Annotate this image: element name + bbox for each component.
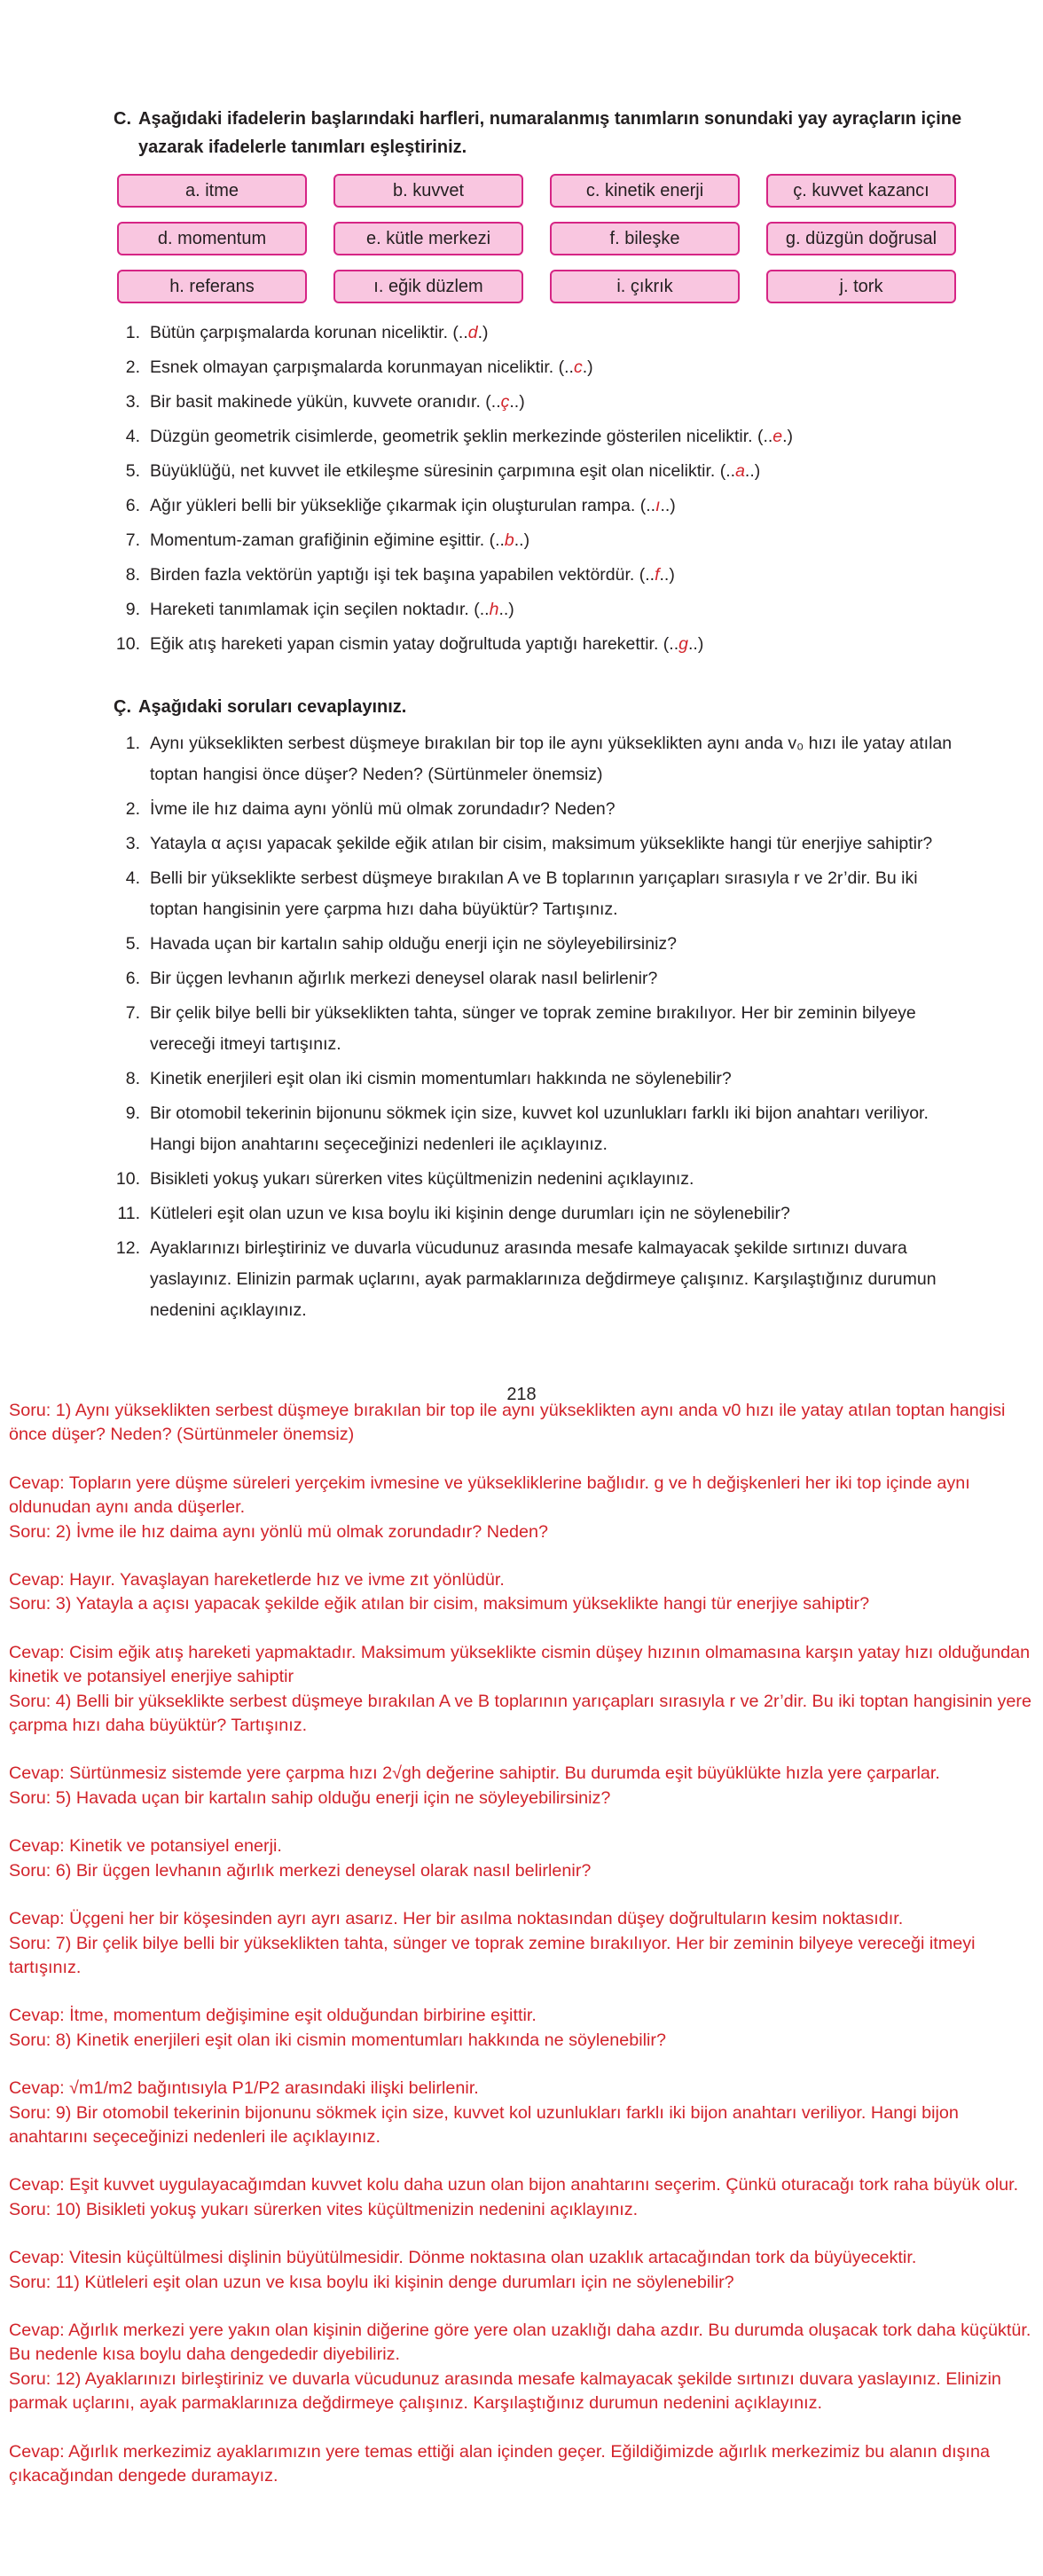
answer-question: Soru: 12) Ayaklarınızı birleştiriniz ve duvarla vücudunuz arasında mesafe kalmayacak şekilde sırtınızı duvara yaslayınız. Elinizin parmak uçlarını, ayak parmaklarınıza değdirmeye çalışınız. Karşılaştığınız durumun nedenini açıklayınız. <box>9 2368 1001 2414</box>
handwritten-answer: f <box>655 565 660 585</box>
answer-question: Soru: 4) Belli bir yükseklikte serbest düşmeye bırakılan A ve B toplarının yarıçapları sırasıyla r ve 2r’dir. Bu iki toptan hangisinin yere çarpma hızı daha büyüktür? Tartışınız. <box>9 1691 1031 1736</box>
item-number: 11. <box>117 1204 140 1223</box>
item-number: 5. <box>125 934 140 954</box>
term-box: g. düzgün doğrusal <box>766 222 956 255</box>
item-number: 4. <box>125 868 140 888</box>
item-text: Düzgün geometrik cisimlerde, geometrik şeklin merkezinde gösterilen niceliktir. (.. <box>150 427 773 446</box>
item-text: Birden fazla vektörün yaptığı işi tek başına yapabilen vektördür. (.. <box>150 565 655 585</box>
question-text: Bir çelik bilye belli bir yükseklikten tahta, sünger ve toprak zemine bırakılıyor. Her bir zeminin bilyeye vereceği itmeyi tartışınız. <box>150 1003 916 1054</box>
matching-item <box>114 523 965 558</box>
question-text: Belli bir yükseklikte serbest düşmeye bırakılan A ve B toplarının yarıçapları sırasıyla r ve 2r’dir. Bu iki toptan hangisinin yere çarpma hızı daha büyüktür? Tartışınız. <box>150 868 918 919</box>
question-text: Bisikleti yokuş yukarı sürerken vites küçültmenizin nedenini açıklayınız. <box>150 1169 694 1189</box>
question-item <box>114 963 965 994</box>
answer-text: Cevap: Eşit kuvvet uygulayacağımdan kuvvet kolu daha uzun olan bijon anahtarını seçerim. Çünkü oturacağı tork raha büyük olur. <box>9 2175 1019 2195</box>
handwritten-answer: g <box>678 634 688 654</box>
answer-text: Cevap: Üçgeni her bir köşesinden ayrı ayrı asarız. Her bir asılma noktasından düşey doğrultuların kesim noktasıdır. <box>9 1909 904 1929</box>
question-item <box>114 1064 965 1095</box>
matching-item <box>114 593 965 627</box>
matching-list <box>114 316 965 662</box>
question-item <box>114 1233 965 1326</box>
question-text: Ayaklarınızı birleştiriniz ve duvarla vücudunuz arasında mesafe kalmayacak şekilde sırtınızı duvara yaslayınız. Elinizin parmak uçlarını, ayak parmaklarınıza değdirmeye çalışınız. Karşılaştığınız durumun nedenini açıklayınız. <box>150 1238 937 1320</box>
item-number: 2. <box>125 357 140 377</box>
section-c-instruction: Aşağıdaki ifadelerin başlarındaki harfleri, numaralanmış tanımların sonundaki yay ayraçların içine yazarak ifadelerle tanımları eşleştiriniz. <box>138 109 962 157</box>
question-text: Kinetik enerjileri eşit olan iki cismin momentumları hakkında ne söylenebilir? <box>150 1069 732 1088</box>
term-box: ı. eğik düzlem <box>333 270 523 303</box>
matching-item <box>114 558 965 593</box>
item-number: 7. <box>125 1003 140 1023</box>
handwritten-answer: h <box>489 600 499 619</box>
question-item <box>114 863 965 925</box>
term-box: b. kuvvet <box>333 174 523 208</box>
item-close: .) <box>477 323 489 342</box>
term-box: ç. kuvvet kazancı <box>766 174 956 208</box>
question-text: Aynı yükseklikten serbest düşmeye bırakılan bir top ile aynı yükseklikten aynı anda v₀ hızı ile yatay atılan toptan hangisi önce düşer? Neden? (Sürtünmeler önemsiz) <box>150 734 953 784</box>
matching-item <box>114 316 965 350</box>
answer-question: Soru: 11) Kütleleri eşit olan uzun ve kısa boylu iki kişinin denge durumları için ne söylenebilir? <box>9 2272 734 2292</box>
section-c-heading <box>114 105 965 161</box>
item-text: Bir basit makinede yükün, kuvvete oranıdır. (.. <box>150 392 501 412</box>
item-text: Esnek olmayan çarpışmalarda korunmayan niceliktir. (.. <box>150 357 574 377</box>
item-number: 3. <box>125 834 140 853</box>
question-item <box>114 929 965 960</box>
section-c <box>114 105 965 662</box>
answer-question: Soru: 2) İvme ile hız daima aynı yönlü mü olmak zorundadır? Neden? <box>9 1521 549 1542</box>
section-cc-letter: Ç. <box>114 697 131 717</box>
answer-text: Cevap: Ağırlık merkezimiz ayaklarımızın yere temas ettiği alan içinden geçer. Eğildiğimizde ağırlık merkezimiz bu alanın dışına çıkacağından dengede duramayız. <box>9 2441 991 2486</box>
question-item <box>114 829 965 860</box>
answer-text: Cevap: Hayır. Yavaşlayan hareketlerde hız ve ivme zıt yönlüdür. <box>9 1570 505 1590</box>
answer-question: Soru: 3) Yatayla a açısı yapacak şekilde eğik atılan bir cisim, maksimum yükseklikte hangi tür enerjiye sahiptir? <box>9 1594 870 1614</box>
item-number: 12. <box>115 1238 140 1258</box>
matching-item <box>114 454 965 489</box>
item-number: 8. <box>125 565 140 585</box>
item-text: Eğik atış hareketi yapan cismin yatay doğrultuda yaptığı harekettir. (.. <box>150 634 679 654</box>
item-number: 10. <box>115 634 140 654</box>
matching-item <box>114 627 965 662</box>
question-list <box>114 728 965 1326</box>
section-cc <box>114 693 965 1330</box>
answer-text: Cevap: Ağırlık merkezi yere yakın olan kişinin diğerine göre yere olan uzaklığı daha azdır. Bu durumda oluşacak tork daha küçüktür. Bu nedenle kısa boylu daha dengededir diyebiliriz. <box>9 2320 1031 2365</box>
handwritten-answer: c <box>573 357 583 377</box>
item-number: 7. <box>125 530 140 550</box>
item-text: Ağır yükleri belli bir yüksekliğe çıkarmak için oluşturulan rampa. (.. <box>150 496 656 515</box>
item-number: 9. <box>125 1103 140 1123</box>
handwritten-answer: a <box>735 461 745 481</box>
term-box: d. momentum <box>117 222 307 255</box>
item-close: ..) <box>514 530 530 550</box>
item-number: 6. <box>125 496 140 515</box>
item-text: Bütün çarpışmalarda korunan niceliktir. (.. <box>150 323 468 342</box>
item-close: ..) <box>659 565 675 585</box>
question-text: Kütleleri eşit olan uzun ve kısa boylu iki kişinin denge durumları için ne söylenebilir? <box>150 1204 790 1223</box>
question-text: Havada uçan bir kartalın sahip olduğu enerji için ne söyleyebilirsiniz? <box>150 934 677 954</box>
item-close: ..) <box>660 496 676 515</box>
question-item <box>114 1198 965 1229</box>
section-cc-instruction: Aşağıdaki soruları cevaplayınız. <box>138 697 407 717</box>
question-text: Bir otomobil tekerinin bijonunu sökmek için size, kuvvet kol uzunlukları farklı iki bijon anahtarı veriliyor. Hangi bijon anahtarını seçeceğinizi nedenleri ile açıklayınız. <box>150 1103 929 1154</box>
handwritten-answer: b <box>504 530 514 550</box>
answer-question: Soru: 8) Kinetik enerjileri eşit olan iki cismin momentumları hakkında ne söylenebilir? <box>9 2030 667 2050</box>
handwritten-answer: ç <box>500 392 510 412</box>
answer-question: Soru: 5) Havada uçan bir kartalın sahip olduğu enerji için ne söyleyebilirsiniz? <box>9 1787 611 1808</box>
item-number: 5. <box>125 461 140 481</box>
item-number: 10. <box>115 1169 140 1189</box>
item-number: 1. <box>125 734 140 753</box>
item-number: 4. <box>125 427 140 446</box>
term-box: a. itme <box>117 174 307 208</box>
question-item <box>114 998 965 1060</box>
item-close: ..) <box>744 461 761 481</box>
item-number: 3. <box>125 392 140 412</box>
handwritten-answer: e <box>772 427 783 446</box>
question-item <box>114 1098 965 1160</box>
answer-text: Cevap: Vitesin küçültülmesi dişlinin büyütülmesidir. Dönme noktasına olan uzaklık artacağından tork da büyüyecektir. <box>9 2248 917 2268</box>
item-close: ..) <box>498 600 514 619</box>
term-box: j. tork <box>766 270 956 303</box>
item-text: Momentum-zaman grafiğinin eğimine eşittir. (.. <box>150 530 505 550</box>
question-item <box>114 728 965 790</box>
matching-item <box>114 420 965 454</box>
answer-text: Cevap: Kinetik ve potansiyel enerji. <box>9 1836 282 1857</box>
item-number: 8. <box>125 1069 140 1088</box>
answer-text: Cevap: Cisim eğik atış hareketi yapmaktadır. Maksimum yükseklikte cismin düşey hızının olmamasına karşın yatay hızı olduğundan kinetik ve potansiyel enerjiye sahiptir <box>9 1642 1031 1687</box>
question-item <box>114 794 965 825</box>
question-text: İvme ile hız daima aynı yönlü mü olmak zorundadır? Neden? <box>150 799 616 819</box>
answer-text: Cevap: Sürtünmesiz sistemde yere çarpma hızı 2√gh değerine sahiptir. Bu durumda eşit büyüklükte hızla yere çarparlar. <box>9 1763 940 1784</box>
term-grid <box>117 174 965 303</box>
item-close: ..) <box>509 392 525 412</box>
term-box: i. çıkrık <box>550 270 740 303</box>
handwritten-answer: ı <box>655 496 661 515</box>
item-close: .) <box>782 427 794 446</box>
term-box: h. referans <box>117 270 307 303</box>
page-number: 218 <box>506 1385 537 1404</box>
answer-question: Soru: 6) Bir üçgen levhanın ağırlık merkezi deneysel olarak nasıl belirlenir? <box>9 1860 592 1881</box>
question-text: Bir üçgen levhanın ağırlık merkezi deneysel olarak nasıl belirlenir? <box>150 969 658 988</box>
item-number: 9. <box>125 600 140 619</box>
term-box: e. kütle merkezi <box>333 222 523 255</box>
item-close: .) <box>582 357 593 377</box>
matching-item <box>114 489 965 523</box>
term-box: c. kinetik enerji <box>550 174 740 208</box>
answer-question: Soru: 10) Bisikleti yokuş yukarı sürerken vites küçültmenizin nedenini açıklayınız. <box>9 2199 639 2219</box>
handwritten-answer: d <box>467 323 478 342</box>
section-c-letter: C. <box>114 109 131 129</box>
section-cc-heading <box>114 693 965 721</box>
term-box: f. bileşke <box>550 222 740 255</box>
answer-text: Cevap: √m1/m2 bağıntısıyla P1/P2 arasındaki ilişki belirlenir. <box>9 2078 479 2099</box>
item-number: 1. <box>125 323 140 342</box>
answer-question: Soru: 9) Bir otomobil tekerinin bijonunu sökmek için size, kuvvet kol uzunlukları farklı iki bijon anahtarı veriliyor. Hangi bijon anahtarını seçeceğinizi nedenleri ile açıklayınız. <box>9 2102 959 2147</box>
answer-key <box>9 1399 1039 2488</box>
question-text: Yatayla α açısı yapacak şekilde eğik atılan bir cisim, maksimum yükseklikte hangi tür enerjiye sahiptir? <box>150 834 933 853</box>
answer-text: Cevap: Topların yere düşme süreleri yerçekim ivmesine ve yüksekliklerine bağlıdır. g ve h değişkenleri her iki top içinde aynı oldunudan aynı anda düşerler. <box>9 1473 970 1518</box>
item-number: 2. <box>125 799 140 819</box>
matching-item <box>114 350 965 385</box>
answer-question: Soru: 1) Aynı yükseklikten serbest düşmeye bırakılan bir top ile aynı yükseklikten aynı anda v0 hızı ile yatay atılan toptan hangisi önce düşer? Neden? (Sürtünmeler önemsiz) <box>9 1401 1006 1445</box>
question-item <box>114 1164 965 1195</box>
matching-item <box>114 385 965 420</box>
item-number: 6. <box>125 969 140 988</box>
item-text: Hareketi tanımlamak için seçilen noktadır. (.. <box>150 600 490 619</box>
answer-question: Soru: 7) Bir çelik bilye belli bir yükseklikten tahta, sünger ve toprak zemine bırakılıyor. Her bir zeminin bilyeye vereceği itmeyi tartışınız. <box>9 1933 976 1977</box>
answer-text: Cevap: İtme, momentum değişimine eşit olduğundan birbirine eşittir. <box>9 2006 537 2026</box>
item-close: ..) <box>688 634 704 654</box>
item-text: Büyüklüğü, net kuvvet ile etkileşme süresinin çarpımına eşit olan niceliktir. (.. <box>150 461 736 481</box>
